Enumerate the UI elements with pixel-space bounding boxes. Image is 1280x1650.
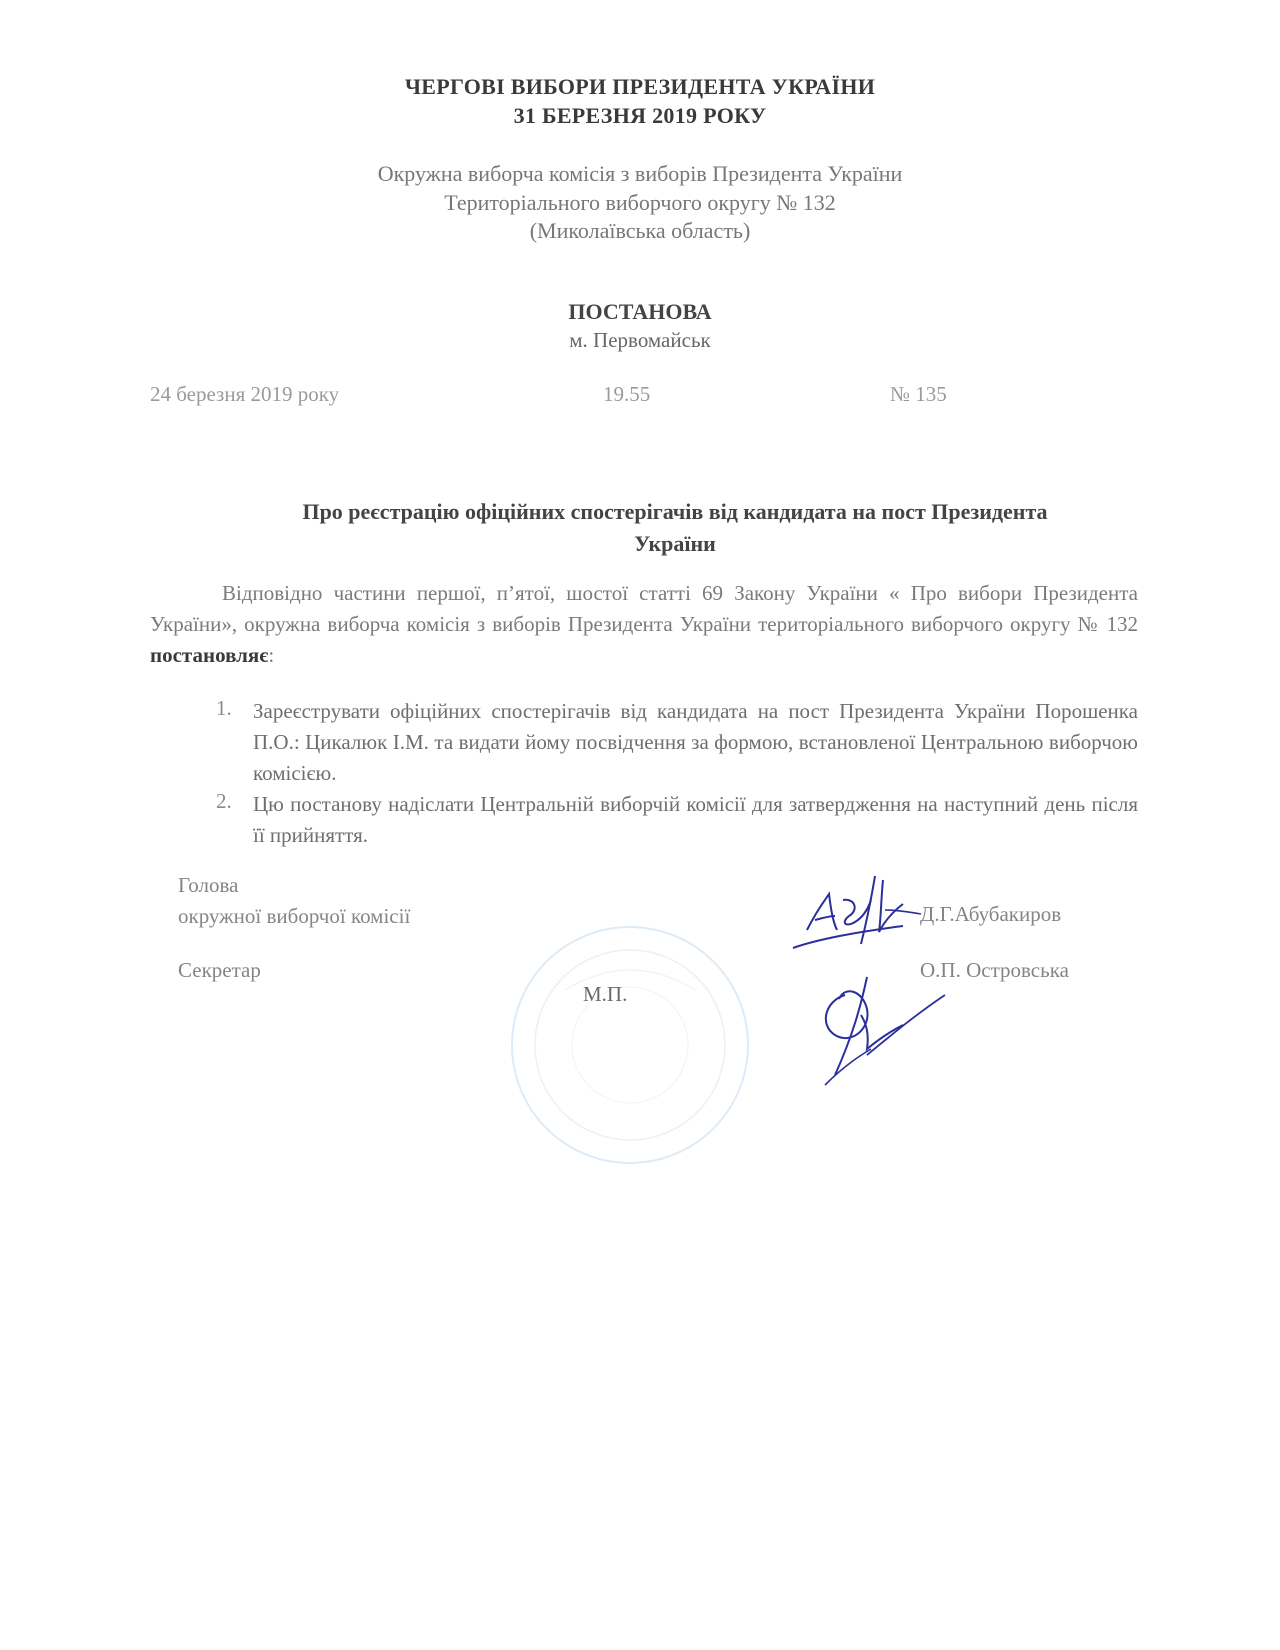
document-date: 24 березня 2019 року bbox=[150, 382, 340, 406]
chair-title bbox=[178, 870, 410, 932]
commission-region: (Миколаївська область) bbox=[529, 218, 751, 243]
subject-line-1: Про реєстрацію офіційних спостерігачів від кандидата на пост Президента bbox=[302, 499, 1048, 524]
chair-name: Д.Г.Абубакиров bbox=[920, 902, 1062, 926]
commission-name: Окружна виборча комісія з виборів Президента України bbox=[377, 161, 903, 186]
chair-title-line-1: Голова bbox=[178, 873, 239, 897]
secretary-signature bbox=[805, 965, 955, 1095]
preamble-tail: : bbox=[268, 643, 275, 667]
stamp-seal bbox=[505, 920, 755, 1170]
chair-title-line-2: окружної виборчої комісії bbox=[178, 904, 411, 928]
subject-line-2: України bbox=[634, 531, 716, 556]
preamble-paragraph bbox=[150, 578, 1138, 671]
list-item: Цю постанову надіслати Центральній виборчій комісії для затвердження на наступний день після її прийняття. bbox=[253, 792, 1138, 847]
election-title: ЧЕРГОВІ ВИБОРИ ПРЕЗИДЕНТА УКРАЇНИ bbox=[404, 74, 876, 99]
document-city: м. Первомайськ bbox=[569, 328, 711, 352]
secretary-title: Секретар bbox=[178, 958, 261, 982]
chair-signature bbox=[785, 870, 925, 960]
document-title: ПОСТАНОВА bbox=[568, 299, 712, 324]
list-item: Зареєструвати офіційних спостерігачів від кандидата на пост Президента України Порошенка П.О.: Цикалюк І.М. та видати йому посвідчення за формою, встановленої Центральною виборчою комісією. bbox=[253, 699, 1138, 785]
stamp-mark: М.П. bbox=[583, 982, 628, 1006]
resolves-word: постановляє bbox=[150, 643, 269, 667]
preamble-text: Відповідно частини першої, п’ятої, шостої статті 69 Закону України « Про вибори Президента України», окружна виборча комісія з виборів Президента України територіального виборчого округу № 132 bbox=[150, 581, 1138, 636]
commission-district: Територіального виборчого округу № 132 bbox=[444, 190, 836, 215]
election-date: 31 БЕРЕЗНЯ 2019 РОКУ bbox=[513, 103, 767, 128]
document-time: 19.55 bbox=[603, 382, 651, 406]
document-number: № 135 bbox=[890, 382, 947, 406]
secretary-name: О.П. Островська bbox=[920, 958, 1069, 982]
item-number: 2. bbox=[216, 789, 232, 813]
item-number: 1. bbox=[216, 696, 232, 720]
